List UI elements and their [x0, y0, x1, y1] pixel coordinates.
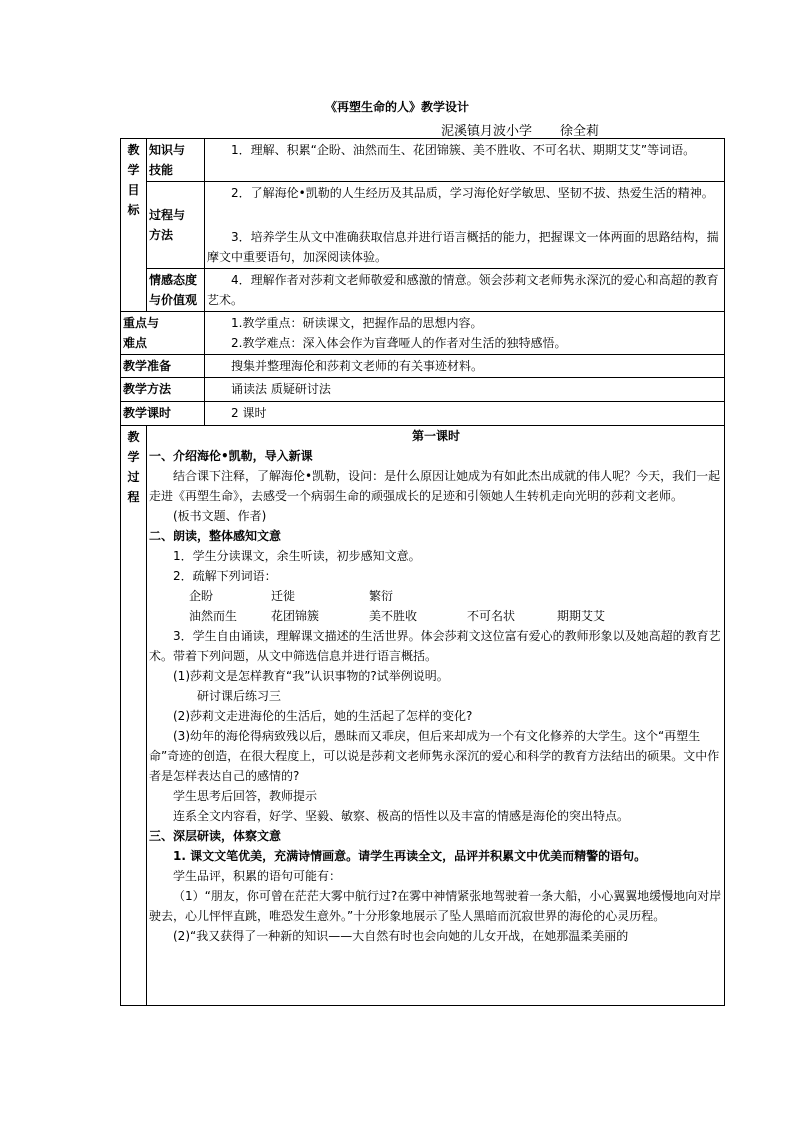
section-2-title: 二、朗读，整体感知文意 [149, 528, 282, 543]
objective-process-row-2 [121, 226, 725, 269]
vocab-row-2: 油然而生 花团锦簇 美不胜收 不可名状 期期艾艾 [189, 608, 606, 623]
lesson-plan-table [120, 138, 725, 1006]
document-title: 《再塑生命的人》教学设计 [324, 100, 469, 114]
vocab-row-1: 企盼 迁徙 繁衍 [189, 588, 394, 603]
process-content: 第一课时 一、介绍海伦•凯勒，导入新课 结合课下注释，了解海伦•凯勒，设问：是什么原因让她成为有如此杰出成就的伟人呢？今天，我们一起走进《再塑生命》，去感受一个病弱生命的顽强成长的足迹和引领她人生转机走向光明的莎莉文老师。 (板书文题、作者) 二、朗读，整体感知文意 1．学生分读课文，余生听读，初步感知文意。 2．疏解下列词语： 企盼 迁徙 繁衍 油然而生 花团锦簇 美不胜收 不可名状 期期艾艾 3．学生自由诵读，理解课文描述的生活世界。体会莎莉文这位富有爱心的教师形象以及她高超的教育艺术。带着下列问题，从文中筛选信息并进行语言概括。 (1)莎莉文是怎样教育“我”认识事物的?试举例说明。 研讨课后练习三 (2)莎莉文走进海伦的生活后，她的生活起了怎样的变化? (3)幼年的海伦得病致残以后，愚昧而又乖戾，但后来却成为一个有文化修养的大学生。这个“再塑生命”奇迹的创造，在很大程度上，可以说是莎莉文老师隽永深沉的爱心和科学的教育方法结出的硕果。文中作者是怎样表达自己的感情的? 学生思考后回答，教师提示 连系全文内容看，好学、坚毅、敏察、极高的悟性以及丰富的情感是海伦的突出特点。 三、深层研读，体察文意 1. 课文文笔优美，充满诗情画意。请学生再读全文，品评并积累文中优美而精警的语句。 学生品评，积累的语句可能有： （1）“朋友，你可曾在茫茫大雾中航行过?在雾中神情紧张地驾驶着一条大船，小心翼翼地缓慢地向对岸驶去，心儿怦怦直跳，唯恐发生意外。”十分形象地展示了坠人黑暗而沉寂世界的海伦的心灵历程。 (2)“我又获得了一种新的知识——大自然有时也会向她的儿女开战，在她那温柔美丽的 [147, 425, 725, 1005]
lesson-title: 第一课时 [411, 428, 460, 443]
section-1-title: 一、介绍海伦•凯勒，导入新课 [149, 448, 313, 463]
objective-knowledge-row [121, 139, 725, 182]
methods-text: 诵读法 质疑研讨法 [205, 377, 725, 401]
keypoints-row [121, 311, 725, 354]
attitude-text: 4．理解作者对莎莉文老师敬爱和感激的情意。领会莎莉文老师隽永深沉的爱心和高超的教育艺术。 [205, 268, 725, 311]
section-3-title: 三、深层研读，体察文意 [149, 828, 282, 843]
preparation-label: 教学准备 [121, 354, 205, 377]
methods-label: 教学方法 [121, 377, 205, 401]
process-text-2: 3．培养学生从文中准确获取信息并进行语言概括的能力，把握课文一体两面的思路结构，揣摩文中重要语句，加深阅读体验。 [205, 226, 725, 269]
knowledge-label: 知识与 技能 [147, 139, 205, 182]
preparation-row [121, 354, 725, 377]
objective-attitude-row [121, 268, 725, 311]
hours-row [121, 401, 725, 425]
hours-text: 2 课时 [205, 401, 725, 425]
objective-process-row-1 [121, 182, 725, 226]
keypoints-label: 重点与 难点 [121, 311, 205, 354]
school-name: 泥溪镇月波小学 [441, 124, 533, 139]
hours-label: 教学课时 [121, 401, 205, 425]
attitude-label: 情感态度 与价值观 [147, 268, 205, 311]
knowledge-text: 1．理解、积累“企盼、油然而生、花团锦簇、美不胜收、不可名状、期期艾艾”等词语。 [205, 139, 725, 182]
methods-row [121, 377, 725, 401]
objectives-label: 教 学 目 标 [121, 139, 147, 312]
process-row [121, 425, 725, 1005]
author-line [441, 120, 599, 139]
process-text-1: 2．了解海伦•凯勒的人生经历及其品质，学习海伦好学敏思、坚韧不拔、热爱生活的精神。 [205, 182, 725, 226]
process-section-label: 教 学 过 程 [121, 425, 147, 1005]
teacher-name: 徐全莉 [560, 124, 600, 139]
process-label: 过程与 方法 [147, 182, 205, 269]
keypoints-text: 1.教学重点：研读课文，把握作品的思想内容。 2.教学难点：深入体会作为盲聋哑人的作者对生活的独特感悟。 [205, 311, 725, 354]
preparation-text: 搜集并整理海伦和莎莉文老师的有关事迹材料。 [205, 354, 725, 377]
